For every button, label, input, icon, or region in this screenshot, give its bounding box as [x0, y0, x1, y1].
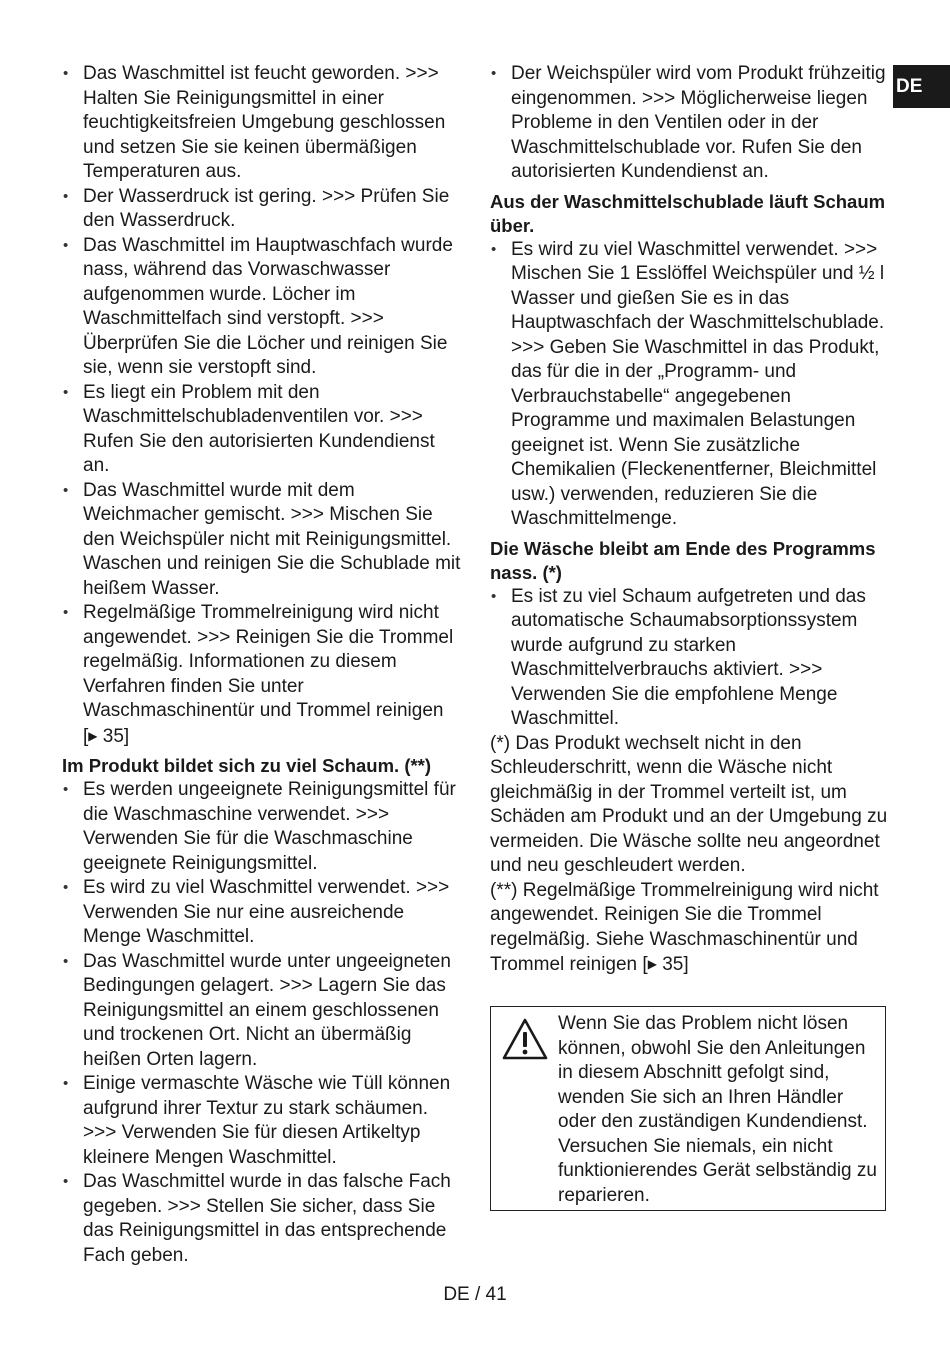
list-item: • Das Waschmittel ist feucht geworden. >>> Halten Sie Reinigungsmittel in einer feuchtigkeitsfreien Umgebung geschlossen und setzen Sie sie keinen übermäßigen Temperaturen aus. [62, 62, 462, 185]
wet-laundry-issues-list [490, 585, 888, 732]
section-heading-foam: Im Produkt bildet sich zu viel Schaum. (**) [62, 755, 432, 776]
list-item: • Das Waschmittel im Hauptwaschfach wurde nass, während das Vorwaschwasser aufgenommen wurde. Löcher im Waschmittelfach sind verstopft. >>> Überprüfen Sie die Löcher und reinigen Sie sie, wenn sie verstopft sind. [62, 234, 462, 381]
page-number: DE / 41 [443, 1284, 507, 1305]
softener-issues-list [490, 62, 888, 185]
page-ref-number: 35] [662, 954, 689, 975]
footnote-single-asterisk: (*) Das Produkt wechselt nicht in den Schleuderschritt, wenn die Wäsche nicht gleichmäßig in der Trommel verteilt ist, um Schäden am Produkt und an der Umgebung zu vermeiden. Die Wäsche sollte neu angeordnet und neu geschleudert werden. [490, 732, 888, 876]
list-item: • Das Waschmittel wurde mit dem Weichmacher gemischt. >>> Mischen Sie den Weichspüler nicht mit Reinigungsmittel. Waschen und reinigen Sie die Schublade mit heißem Wasser. [62, 479, 462, 602]
section-heading-wet-laundry: Die Wäsche bleibt am Ende des Programms nass. (*) [490, 537, 876, 583]
language-tab: DE [893, 65, 950, 108]
list-item: • Es wird zu viel Waschmittel verwendet. >>> Verwenden Sie nur eine ausreichende Menge Waschmittel. [62, 876, 462, 950]
page-ref-arrow-icon: ▶ [647, 957, 657, 971]
list-item: • Es wird zu viel Waschmittel verwendet. >>> Mischen Sie 1 Esslöffel Weichspüler und ½ l Wasser und gießen Sie es in das Hauptwaschfach der Waschmittelschublade. >>> Geben Sie Waschmittel in das Produkt, das für die in der „Programm- und Verbrauchstabelle“ angegebenen Programme und maximalen Belastungen geeignet ist. Wenn Sie zusätzliche Chemikalien (Fleckenentferner, Bleichmittel usw.) verwenden, reduzieren Sie die Waschmittelmenge. [490, 238, 888, 532]
left-column [62, 62, 462, 1268]
warning-text: Wenn Sie das Problem nicht lösen können, obwohl Sie den Anleitungen in diesem Abschnitt gefolgt sind, wenden Sie sich an Ihren Händler oder den zuständigen Kundendienst. Versuchen Sie niemals, ein nicht funktionierendes Gerät selbständig zu reparieren. [558, 1013, 877, 1206]
list-item: • Der Wasserdruck ist gering. >>> Prüfen Sie den Wasserdruck. [62, 185, 462, 234]
page-ref-number: 35] [102, 725, 130, 747]
page-ref-arrow-icon: ▶ [88, 728, 98, 743]
footnote-double-asterisk [490, 879, 888, 978]
list-item: • Es liegt ein Problem mit den Waschmittelschubladenventilen vor. >>> Rufen Sie den autorisierten Kundendienst an. [62, 381, 462, 479]
warning-box [490, 1006, 886, 1211]
footnote-text: (**) Regelmäßige Trommelreinigung wird nicht angewendet. Reinigen Sie die Trommel regelmäßig. Siehe Waschmaschinentür und Trommel reinigen [ [490, 879, 879, 975]
section-heading-overflow: Aus der Waschmittelschublade läuft Schaum über. [490, 190, 886, 236]
overflow-issues-list [490, 238, 888, 532]
list-item: • Das Waschmittel wurde unter ungeeigneten Bedingungen gelagert. >>> Lagern Sie das Reinigungsmittel an einem geschlossenen und trockenen Ort. Nicht an übermäßig heißen Orten lagern. [62, 950, 462, 1073]
detergent-issues-list [62, 62, 462, 749]
list-item: • Es ist zu viel Schaum aufgetreten und das automatische Schaumabsorptionssystem wurde aufgrund zu starken Waschmittelverbrauchs aktiviert. >>> Verwenden Sie die empfohlene Menge Waschmittel. [490, 585, 888, 732]
list-item [62, 601, 462, 749]
right-column [490, 62, 888, 978]
list-item: • Einige vermaschte Wäsche wie Tüll können aufgrund ihrer Textur zu stark schäumen. >>> Verwenden Sie für diesen Artikeltyp kleinere Mengen Waschmittel. [62, 1072, 462, 1170]
list-item-text: Regelmäßige Trommelreinigung wird nicht angewendet. >>> Reinigen Sie die Trommel regelmäßig. Informationen zu diesem Verfahren finden Sie unter Waschmaschinentür und Trommel reinigen [ [83, 602, 454, 747]
foam-issues-list [62, 778, 462, 1268]
list-item: • Es werden ungeeignete Reinigungsmittel für die Waschmaschine verwendet. >>> Verwenden Sie für die Waschmaschine geeignete Reinigungsmittel. [62, 778, 462, 876]
list-item: • Der Weichspüler wird vom Produkt frühzeitig eingenommen. >>> Möglicherweise liegen Probleme in den Ventilen oder in der Waschmittelschublade vor. Rufen Sie den autorisierten Kundendienst an. [490, 62, 888, 185]
warning-triangle-icon [501, 1017, 549, 1061]
list-item: • Das Waschmittel wurde in das falsche Fach gegeben. >>> Stellen Sie sicher, dass Sie das Reinigungsmittel in das entsprechende Fach geben. [62, 1170, 462, 1268]
